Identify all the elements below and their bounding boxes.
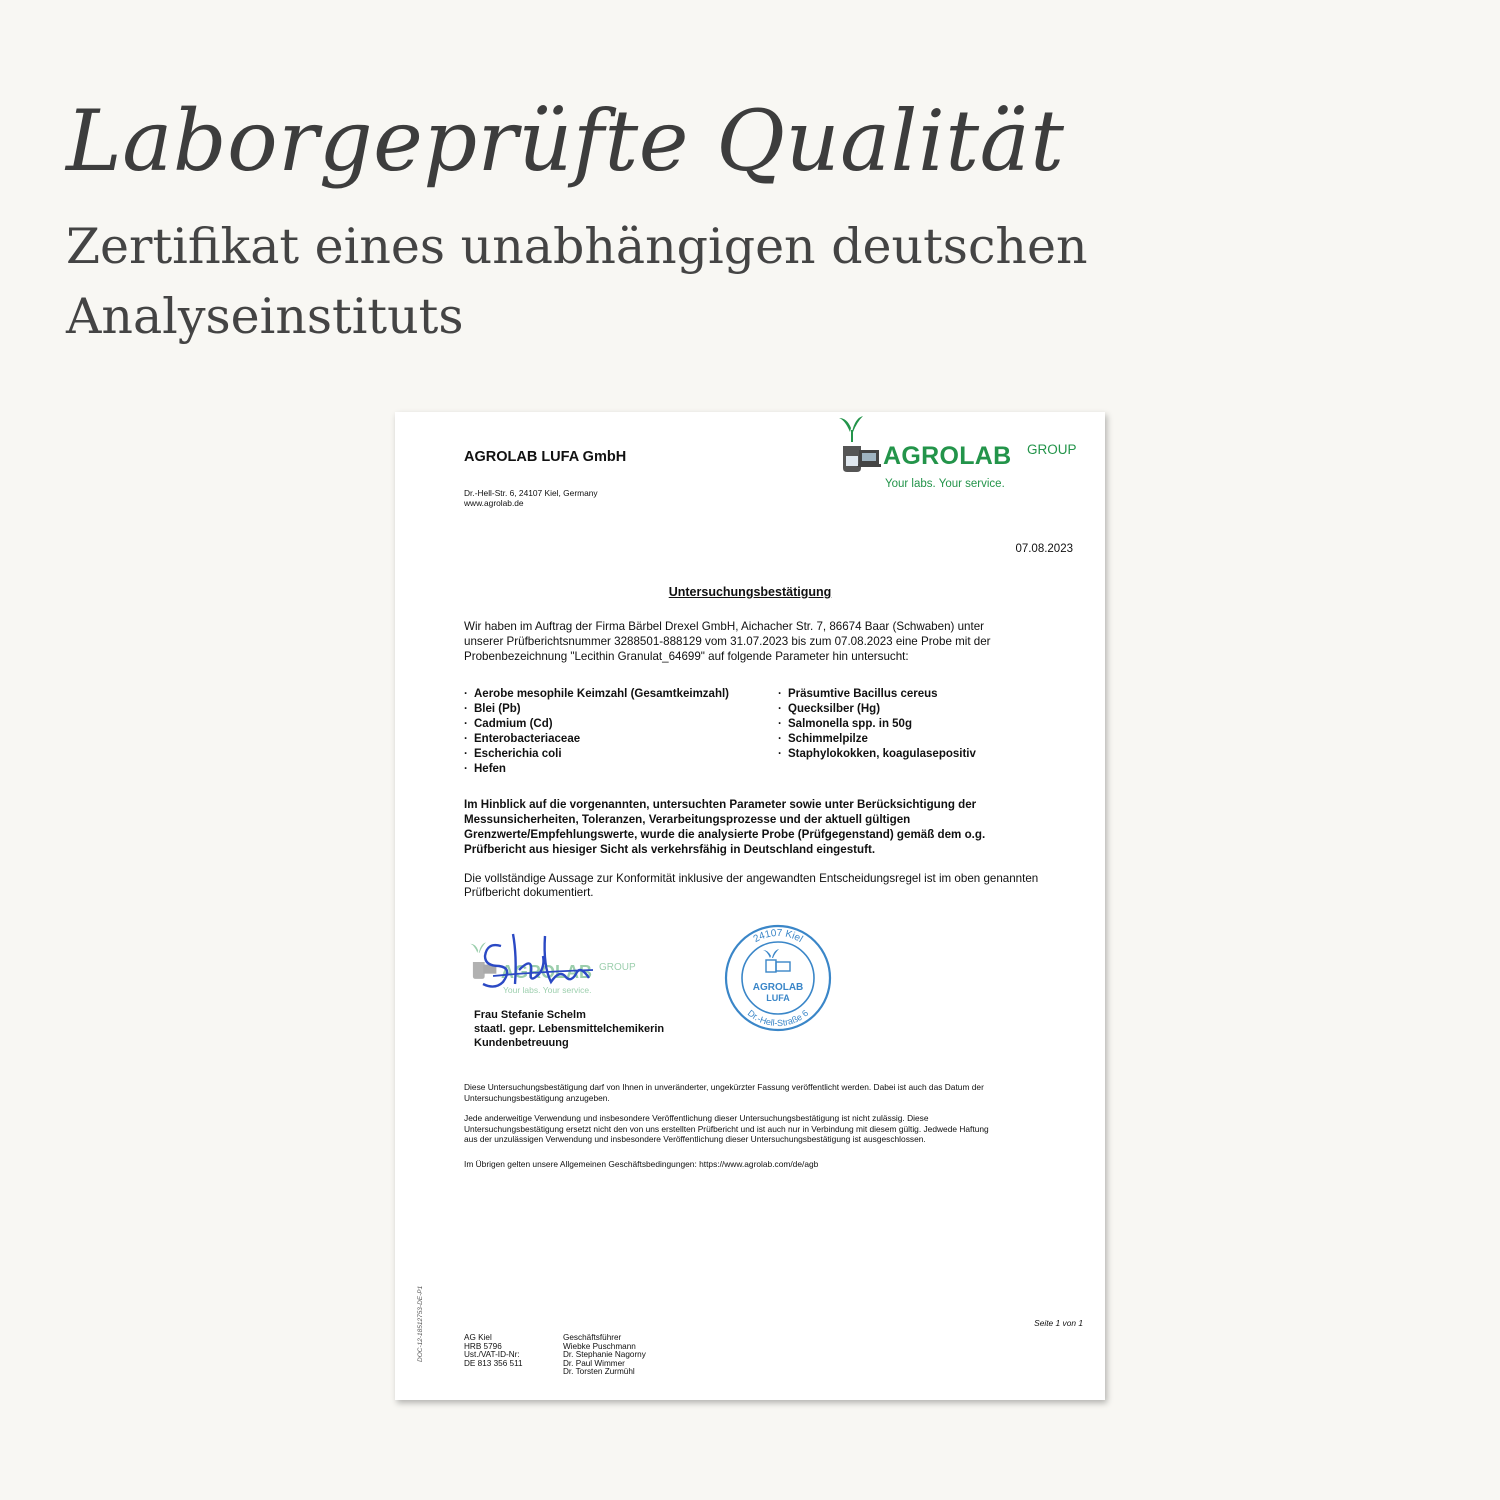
conclusion-line: Im Hinblick auf die vorgenannten, untersuchten Parameter sowie unter Berücksichtigung der: [464, 798, 977, 811]
page-title: Laborgeprüfte Qualität: [66, 92, 1065, 190]
footer-line: AG Kiel: [464, 1333, 492, 1342]
parameter-item: · Schimmelpilze: [778, 732, 976, 747]
logo-tagline: Your labs. Your service.: [885, 478, 1005, 490]
usage-notice: [464, 1113, 1089, 1145]
footer-registry: [464, 1334, 523, 1368]
parameter-item: · Escherichia coli: [464, 747, 729, 762]
handwritten-signature: [473, 926, 613, 996]
notice-line: Untersuchungsbestätigung anzugeben.: [464, 1092, 610, 1103]
parameter-item: · Präsumtive Bacillus cereus: [778, 687, 976, 702]
parameter-item: · Cadmium (Cd): [464, 717, 729, 732]
watermark-tagline: Your labs. Your service.: [503, 985, 592, 995]
parameter-item: · Blei (Pb): [464, 702, 729, 717]
footer-line: DE 813 356 511: [464, 1358, 523, 1368]
parameter-item: · Enterobacteriaceae: [464, 732, 729, 747]
footer-line: Dr. Paul Wimmer: [563, 1358, 625, 1368]
footer-line: Ust./VAT-ID-Nr:: [464, 1350, 520, 1360]
footer-line: Dr. Stephanie Nagorny: [563, 1350, 646, 1360]
conclusion-paragraph: [464, 797, 1074, 857]
terms-notice: Im Übrigen gelten unsere Allgemeinen Geschäftsbedingungen: https://www.agrolab.com/de/agb: [464, 1159, 819, 1169]
stamp-lab-icon: [763, 949, 790, 972]
logo-group-label: GROUP: [1027, 442, 1077, 457]
page-subtitle: Zertifikat eines unabhängigen deutschen Analyseinstituts: [66, 218, 1088, 345]
signer-role: staatl. gepr. Lebensmittelchemikerin: [474, 1023, 665, 1035]
stamp-center-text: LUFA: [766, 993, 790, 1003]
conformity-line: Die vollständige Aussage zur Konformität inklusive der angewandten Entscheidungsregel ist im oben genannten: [464, 872, 1039, 885]
publication-notice: [464, 1082, 1089, 1103]
parameter-column-right: [778, 687, 976, 762]
official-stamp: [718, 918, 838, 1038]
notice-line: Diese Untersuchungsbestätigung darf von Ihnen in unveränderter, ungekürzter Fassung veröffentlicht werden. Dabei ist auch das Datum der: [464, 1082, 984, 1092]
document-title: Untersuchungsbestätigung: [668, 585, 832, 599]
page-number: Seite 1 von 1: [1034, 1318, 1083, 1328]
logo-wordmark: AGROLAB: [883, 442, 1012, 470]
conclusion-line: Grenzwerte/Empfehlungswerte, wurde die analysierte Probe (Prüfgegenstand) gemäß dem o.g.: [464, 828, 986, 841]
parameter-item: · Aerobe mesophile Keimzahl (Gesamtkeimzahl): [464, 687, 729, 702]
parameter-item: · Hefen: [464, 762, 729, 777]
address-website: www.agrolab.de: [464, 498, 524, 508]
footer-line: HRB 5796: [464, 1341, 502, 1351]
watermark-group: GROUP: [599, 962, 636, 973]
conformity-line: Prüfbericht dokumentiert.: [464, 885, 594, 899]
stamp-center-text: AGROLAB: [752, 982, 804, 993]
notice-line: Jede anderweitige Verwendung und insbesondere Veröffentlichung dieser Untersuchungsbestätigung ist nicht zulässig. Diese: [464, 1113, 929, 1123]
intro-line: Probenbezeichnung "Lecithin Granulat_64699" auf folgende Parameter hin untersucht:: [464, 650, 909, 663]
signer-name: Frau Stefanie Schelm: [474, 1009, 586, 1021]
signer-department: Kundenbetreuung: [474, 1037, 569, 1049]
watermark-wordmark: AGROLAB: [501, 962, 592, 982]
parameter-item: · Salmonella spp. in 50g: [778, 717, 976, 732]
signer-block: [474, 1008, 664, 1050]
parameter-item: · Staphylokokken, koagulasepositiv: [778, 747, 976, 762]
intro-line: unserer Prüfberichtsnummer 3288501-888129 vom 31.07.2023 bis zum 07.08.2023 eine Probe mit der: [464, 635, 991, 648]
agrolab-logo: [837, 412, 1087, 502]
conformity-paragraph: [464, 872, 1084, 899]
lab-logo-icon: [837, 412, 883, 474]
footer-line: Dr. Torsten Zurmühl: [563, 1367, 635, 1377]
parameter-item: · Quecksilber (Hg): [778, 702, 976, 717]
footer-line: Geschäftsführer: [563, 1333, 622, 1342]
notice-line: Untersuchungsbestätigung ersetzt nicht den von uns erstellten Prüfbericht und ist auch nur in Verbindung mit diesem gültig. Jedwede Haftung: [464, 1123, 989, 1134]
stamp-top-text: 24107 Kiel: [751, 927, 805, 946]
certificate-document: [395, 412, 1105, 1400]
footer-management: [563, 1334, 646, 1377]
parameter-column-left: [464, 687, 729, 777]
notice-line: aus der unzulässigen Verwendung und insbesondere Veröffentlichung dieser Untersuchungsbestätigung ist ausgeschlossen.: [464, 1134, 926, 1144]
intro-line: Wir haben im Auftrag der Firma Bärbel Drexel GmbH, Aichacher Str. 7, 86674 Baar (Schwaben) unter: [464, 620, 985, 633]
company-address: [464, 488, 598, 508]
conclusion-line: Messunsicherheiten, Toleranzen, Verarbeitungsprozesse und der aktuell gültigen: [464, 813, 911, 826]
document-date: 07.08.2023: [1015, 543, 1073, 555]
document-reference: DOC-12-18512753-DE-P1: [417, 1285, 424, 1362]
address-line: Dr.-Hell-Str. 6, 24107 Kiel, Germany: [464, 488, 598, 498]
company-name: AGROLAB LUFA GmbH: [464, 449, 627, 465]
intro-paragraph: [464, 619, 1084, 664]
footer-line: Wiebke Puschmann: [563, 1341, 636, 1351]
stamp-bottom-text: Dr.-Hell-Straße 6: [745, 1007, 811, 1029]
conclusion-line: Prüfbericht aus hiesiger Sicht als verkehrsfähig in Deutschland eingestuft.: [464, 843, 876, 856]
